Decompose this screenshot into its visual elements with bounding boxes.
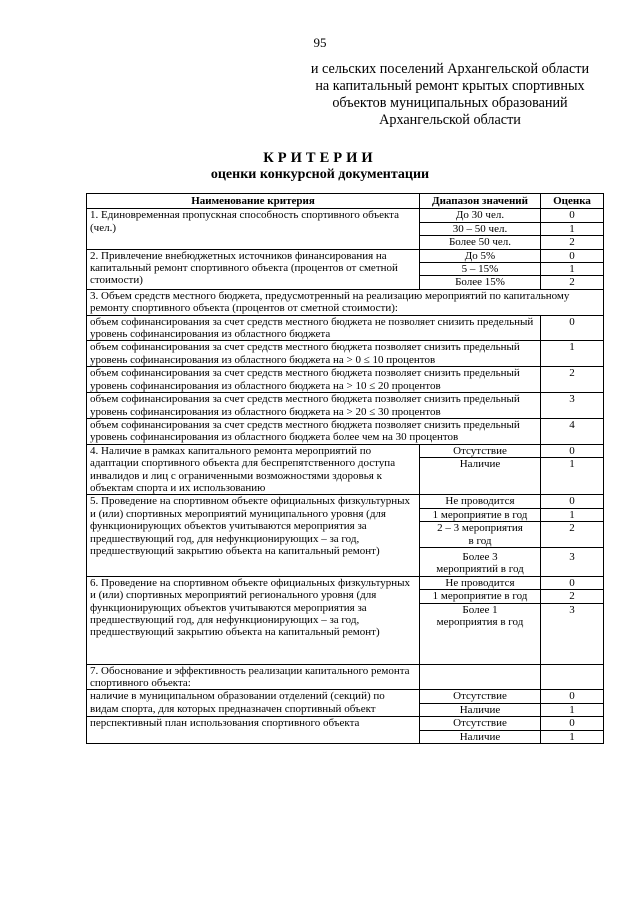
range-cell	[420, 664, 541, 690]
range-cell: Наличие	[420, 703, 541, 716]
score-cell: 1	[541, 730, 604, 743]
criterion-3-option: объем софинансирования за счет средств местного бюджета позволяет снизить предельный уровень софинансирования из областного бюджета на > 0 ≤ 10 процентов	[87, 341, 541, 367]
criterion-7-sub2: перспективный план использования спортивного объекта	[87, 717, 420, 744]
range-cell: 1 мероприятие в год	[420, 590, 541, 603]
score-cell: 2	[541, 236, 604, 249]
criterion-5-name: 5. Проведение на спортивном объекте официальных физкультурных и (или) спортивных мероприятий муниципального уровня (для функционирующих объектов учитываются мероприятия за предшествующий год, для нефункционирующих – за год, предшествующий закрытию объекта на капитальный ремонт)	[87, 495, 420, 576]
score-cell: 1	[541, 341, 604, 367]
score-cell: 3	[541, 603, 604, 664]
score-cell: 3	[541, 393, 604, 419]
range-cell: Более 3 мероприятий в год	[420, 547, 541, 576]
score-cell: 2	[541, 367, 604, 393]
range-cell: Отсутствие	[420, 717, 541, 730]
range-cell: 2 – 3 мероприятия в год	[420, 522, 541, 548]
score-cell: 0	[541, 576, 604, 589]
range-cell: 30 – 50 чел.	[420, 222, 541, 235]
table-row	[87, 444, 604, 495]
criterion-3-option: объем софинансирования за счет средств местного бюджета не позволяет снизить предельный уровень софинансирования из областного бюджета	[87, 315, 541, 341]
table-row	[87, 717, 604, 730]
range-cell: Более 1 мероприятия в год	[420, 603, 541, 664]
criterion-7-sub1: наличие в муниципальном образовании отделений (секций) по видам спорта, для которых предназначен спортивный объект	[87, 690, 420, 717]
score-cell: 2	[541, 590, 604, 603]
range-cell: 5 – 15%	[420, 263, 541, 276]
page-title: КРИТЕРИИ	[263, 150, 377, 166]
score-cell: 0	[541, 249, 604, 262]
criteria-table	[86, 193, 604, 744]
score-cell: 0	[541, 315, 604, 341]
table-row	[87, 341, 604, 367]
range-cell: Более 50 чел.	[420, 236, 541, 249]
table-row	[87, 367, 604, 393]
score-cell: 3	[541, 547, 604, 576]
criterion-2-name: 2. Привлечение внебюджетных источников финансирования на капитальный ремонт спортивного объекта (процентов от сметной стоимости)	[87, 249, 420, 289]
header-range: Диапазон значений	[420, 194, 541, 209]
range-cell: Отсутствие	[420, 690, 541, 703]
criterion-3-option: объем софинансирования за счет средств местного бюджета позволяет снизить предельный уровень софинансирования из областного бюджета на > 20 ≤ 30 процентов	[87, 393, 541, 419]
score-cell: 4	[541, 418, 604, 444]
range-cell: До 5%	[420, 249, 541, 262]
criterion-1-name: 1. Единовременная пропускная способность спортивного объекта (чел.)	[87, 209, 420, 249]
page-title-subtitle: оценки конкурсной документации	[210, 167, 430, 182]
table-row	[87, 690, 604, 703]
subtitle-line: Архангельской области	[379, 112, 521, 128]
range-cell: Наличие	[420, 730, 541, 743]
score-cell: 1	[541, 263, 604, 276]
table-row	[87, 289, 604, 315]
header-score: Оценка	[541, 194, 604, 209]
table-row	[87, 209, 604, 222]
table-row	[87, 664, 604, 690]
table-header-row	[87, 194, 604, 209]
range-option: Наличие	[459, 458, 501, 471]
table-row	[87, 393, 604, 419]
table-row	[87, 418, 604, 444]
score-cell: 1	[541, 222, 604, 235]
criterion-3-name: 3. Объем средств местного бюджета, предусмотренный на реализацию мероприятий по капитальному ремонту спортивного объекта (процентов от сметной стоимости):	[87, 289, 604, 315]
subtitle-line: объектов муниципальных образований	[332, 95, 568, 111]
criterion-7-name: 7. Обоснование и эффективность реализации капитального ремонта спортивного объекта:	[87, 664, 420, 690]
table-row	[87, 495, 604, 508]
score-cell: 0	[541, 690, 604, 703]
score-cell: 2	[541, 522, 604, 548]
score-option: 1	[569, 458, 575, 471]
score-cell	[541, 664, 604, 690]
score-option: 0	[541, 445, 603, 458]
criterion-3-option: объем софинансирования за счет средств местного бюджета позволяет снизить предельный уровень софинансирования из областного бюджета на > 10 ≤ 20 процентов	[87, 367, 541, 393]
score-cell: 1	[541, 703, 604, 716]
score-cell: 1	[541, 508, 604, 521]
score-cell: 0	[541, 209, 604, 222]
table-row	[87, 315, 604, 341]
criterion-3-option: объем софинансирования за счет средств местного бюджета позволяет снизить предельный уровень софинансирования из областного бюджета более чем на 30 процентов	[87, 418, 541, 444]
subtitle-line: и сельских поселений Архангельской области	[310, 61, 590, 77]
subtitle-line: на капитальный ремонт крытых спортивных	[315, 78, 585, 94]
criterion-6-name: 6. Проведение на спортивном объекте официальных физкультурных и (или) спортивных мероприятий регионального уровня (для функционирующих объектов учитываются мероприятия за предшествующий год, для нефункционирующих – за год, предшествующий закрытию объекта на капитальный ремонт)	[87, 576, 420, 664]
range-option: Отсутствие	[420, 445, 540, 458]
criterion-4-name: 4. Наличие в рамках капитального ремонта мероприятий по адаптации спортивного объекта для беспрепятственного доступа инвалидов и лиц с ограниченными возможностями здоровья к объектам спорта и их использованию	[87, 444, 420, 495]
range-cell: Не проводится	[420, 495, 541, 508]
page-number: 95	[313, 35, 327, 50]
range-cell: Не проводится	[420, 576, 541, 589]
range-cell: 1 мероприятие в год	[420, 508, 541, 521]
score-cell	[541, 444, 604, 495]
score-cell: 0	[541, 495, 604, 508]
range-cell: Более 15%	[420, 276, 541, 289]
document-subtitle	[290, 61, 610, 129]
table-row	[87, 576, 604, 589]
table-row	[87, 249, 604, 262]
score-cell: 0	[541, 717, 604, 730]
range-cell	[420, 444, 541, 495]
score-cell: 2	[541, 276, 604, 289]
range-cell: До 30 чел.	[420, 209, 541, 222]
header-name: Наименование критерия	[87, 194, 420, 209]
